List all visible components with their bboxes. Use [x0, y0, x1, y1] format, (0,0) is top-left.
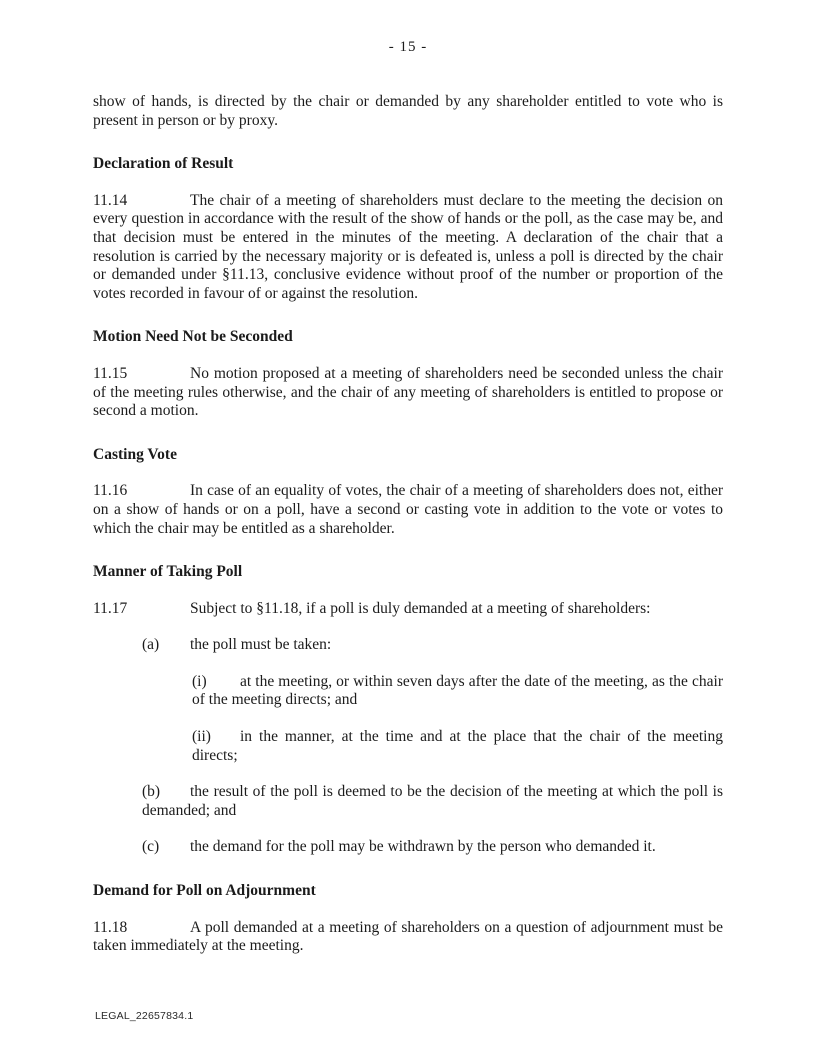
list-item-text: at the meeting, or within seven days after the date of the meeting, as the chair of the meeting directs; and — [192, 672, 723, 709]
clause-number: 11.18 — [93, 918, 128, 936]
clause-text: No motion proposed at a meeting of shareholders need be seconded unless the chair of the meeting rules otherwise, and the chair of any meeting of shareholders is entitled to propose or second a motion. — [93, 364, 723, 420]
list-item-text: the demand for the poll may be withdrawn by the person who demanded it. — [190, 838, 656, 856]
list-item-c — [142, 838, 723, 857]
paragraph-continuation: show of hands, is directed by the chair or demanded by any shareholder entitled to vote who is present in person or by proxy. — [93, 93, 723, 129]
clause-11-15 — [93, 365, 723, 421]
section-heading-manner-of-taking-poll: Manner of Taking Poll — [93, 563, 243, 581]
clause-11-16 — [93, 482, 723, 538]
page-number: - 15 - — [388, 39, 428, 55]
section-heading-casting-vote: Casting Vote — [93, 445, 177, 463]
section-heading-motion-need-not-be-seconded: Motion Need Not be Seconded — [93, 328, 293, 346]
list-item-label: (c) — [142, 838, 160, 856]
clause-text: A poll demanded at a meeting of shareholders on a question of adjournment must be taken immediately at the meeting. — [93, 918, 723, 955]
clause-number: 11.16 — [93, 482, 128, 500]
list-item-a — [142, 636, 723, 655]
section-heading-demand-for-poll-on-adjournment: Demand for Poll on Adjournment — [93, 882, 316, 900]
clause-text: In case of an equality of votes, the chair of a meeting of shareholders does not, either on a show of hands or on a poll, have a second or casting vote in addition to the vote or votes to which the chair may be entitled as a shareholder. — [93, 482, 723, 537]
clause-number: 11.15 — [93, 364, 128, 382]
list-item-label: (a) — [142, 636, 160, 654]
list-item-label: (b) — [142, 783, 161, 801]
footer-document-id: LEGAL_22657834.1 — [95, 1010, 194, 1022]
list-item-a-i — [192, 673, 723, 710]
clause-11-17 — [93, 600, 723, 619]
list-item-label: (ii) — [192, 728, 211, 746]
clause-number: 11.14 — [93, 191, 128, 209]
list-item-b — [142, 783, 723, 820]
clause-number: 11.17 — [93, 599, 128, 617]
list-item-label: (i) — [192, 672, 207, 690]
list-item-a-ii — [192, 728, 723, 765]
list-item-text: in the manner, at the time and at the place that the chair of the meeting directs; — [192, 728, 723, 764]
clause-11-14 — [93, 192, 723, 304]
clause-text: Subject to §11.18, if a poll is duly demanded at a meeting of shareholders: — [190, 599, 651, 617]
clause-11-18 — [93, 919, 723, 956]
clause-text: The chair of a meeting of shareholders must declare to the meeting the decision on every question in accordance with the result of the show of hands or the poll, as the case may be, and that decision must be entered in the minutes of the meeting. A declaration of the chair that a resolution is carried by the necessary majority or is defeated is, unless a poll is directed by the chair or demanded under §11.13, conclusive evidence without proof of the number or proportion of the votes recorded in favour of or against the resolution. — [93, 191, 723, 302]
section-heading-declaration-of-result: Declaration of Result — [93, 155, 234, 173]
list-item-text: the result of the poll is deemed to be the decision of the meeting at which the poll is demanded; and — [142, 783, 723, 819]
list-item-text: the poll must be taken: — [190, 636, 332, 654]
